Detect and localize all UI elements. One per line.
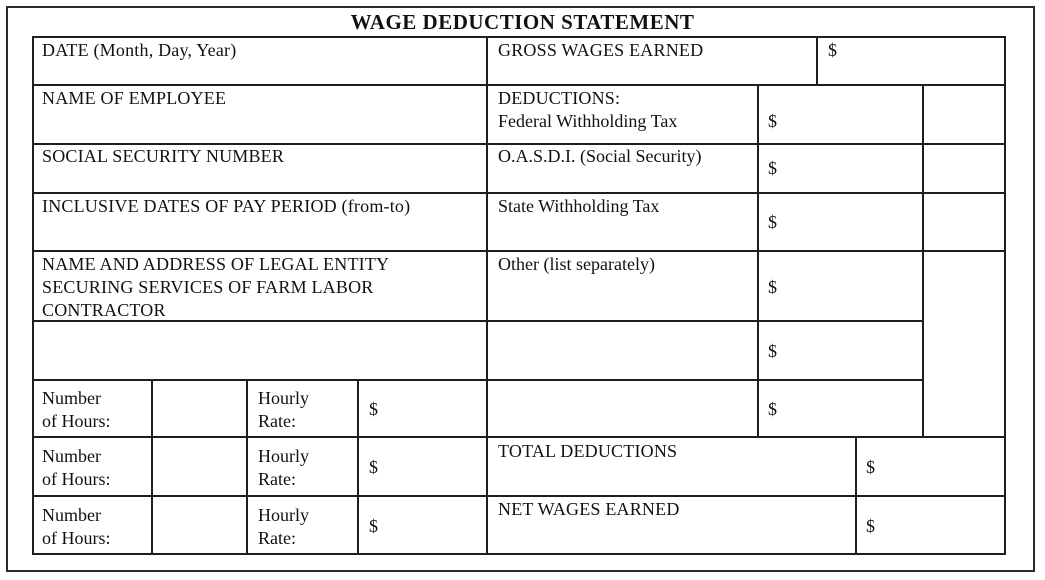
rule-entity-bottom xyxy=(33,320,924,322)
rule-total-amount-divider xyxy=(855,436,857,555)
oasdi-label: O.A.S.D.I. (Social Security) xyxy=(498,146,702,166)
form-title: WAGE DEDUCTION STATEMENT xyxy=(350,10,695,34)
hours-label-1a: Number xyxy=(42,388,101,408)
net-wages-label: NET WAGES EARNED xyxy=(498,499,680,519)
hours-label-2a: Number xyxy=(42,446,101,466)
other-deductions-label: Other (list separately) xyxy=(498,254,655,274)
employee-name-label: NAME OF EMPLOYEE xyxy=(42,88,227,108)
rate-label-2b: Rate: xyxy=(258,469,296,489)
other-deduction-currency-2: $ xyxy=(768,341,777,361)
federal-tax-currency: $ xyxy=(768,111,777,131)
rule-other-line3-bottom xyxy=(33,436,1006,438)
rule-rate-label-divider xyxy=(357,379,359,555)
oasdi-currency: $ xyxy=(768,158,777,178)
rate-label-1a: Hourly xyxy=(258,388,309,408)
rule-row-3-bottom xyxy=(33,192,1006,194)
rule-blank-row-bottom xyxy=(33,379,924,381)
pay-period-label: INCLUSIVE DATES OF PAY PERIOD (from-to) xyxy=(42,196,411,216)
rule-left-edge xyxy=(32,36,34,555)
gross-wages-label: GROSS WAGES EARNED xyxy=(498,40,704,60)
rule-deduction-extra-divider xyxy=(922,84,924,438)
rule-table-bottom xyxy=(33,553,1006,555)
rule-total-bottom xyxy=(33,495,1006,497)
rule-center-divider xyxy=(486,36,488,555)
rule-table-top xyxy=(33,36,1006,38)
state-tax-label: State Withholding Tax xyxy=(498,196,660,216)
total-deductions-currency: $ xyxy=(866,457,875,477)
federal-tax-label: Federal Withholding Tax xyxy=(498,111,678,131)
net-wages-currency: $ xyxy=(866,516,875,536)
social-security-label: SOCIAL SECURITY NUMBER xyxy=(42,146,285,166)
date-label: DATE (Month, Day, Year) xyxy=(42,40,237,60)
rule-hours-value-divider xyxy=(246,379,248,555)
entity-label-line-1: NAME AND ADDRESS OF LEGAL ENTITY xyxy=(42,254,390,274)
hours-label-3b: of Hours: xyxy=(42,528,111,548)
rule-row-4-bottom xyxy=(33,250,1006,252)
rate-label-2a: Hourly xyxy=(258,446,309,466)
rate-label-3a: Hourly xyxy=(258,505,309,525)
entity-label-line-3: CONTRACTOR xyxy=(42,300,166,320)
rate-label-1b: Rate: xyxy=(258,411,296,431)
rule-gross-amount-divider xyxy=(816,36,818,86)
total-deductions-label: TOTAL DEDUCTIONS xyxy=(498,441,678,461)
other-deduction-currency-1: $ xyxy=(768,277,777,297)
rate-label-3b: Rate: xyxy=(258,528,296,548)
rule-hours-label-divider xyxy=(151,379,153,555)
deductions-heading: DEDUCTIONS: xyxy=(498,88,621,108)
rule-row-1-bottom xyxy=(33,84,1006,86)
hours-label-2b: of Hours: xyxy=(42,469,111,489)
rate-currency-2: $ xyxy=(369,457,378,477)
entity-label-line-2: SECURING SERVICES OF FARM LABOR xyxy=(42,277,374,297)
hours-label-3a: Number xyxy=(42,505,101,525)
rule-right-edge xyxy=(1004,36,1006,555)
state-tax-currency: $ xyxy=(768,212,777,232)
other-deduction-currency-3: $ xyxy=(768,399,777,419)
rule-deduction-amount-divider xyxy=(757,84,759,438)
rate-currency-3: $ xyxy=(369,516,378,536)
gross-wages-currency: $ xyxy=(828,40,837,60)
rate-currency-1: $ xyxy=(369,399,378,419)
hours-label-1b: of Hours: xyxy=(42,411,111,431)
